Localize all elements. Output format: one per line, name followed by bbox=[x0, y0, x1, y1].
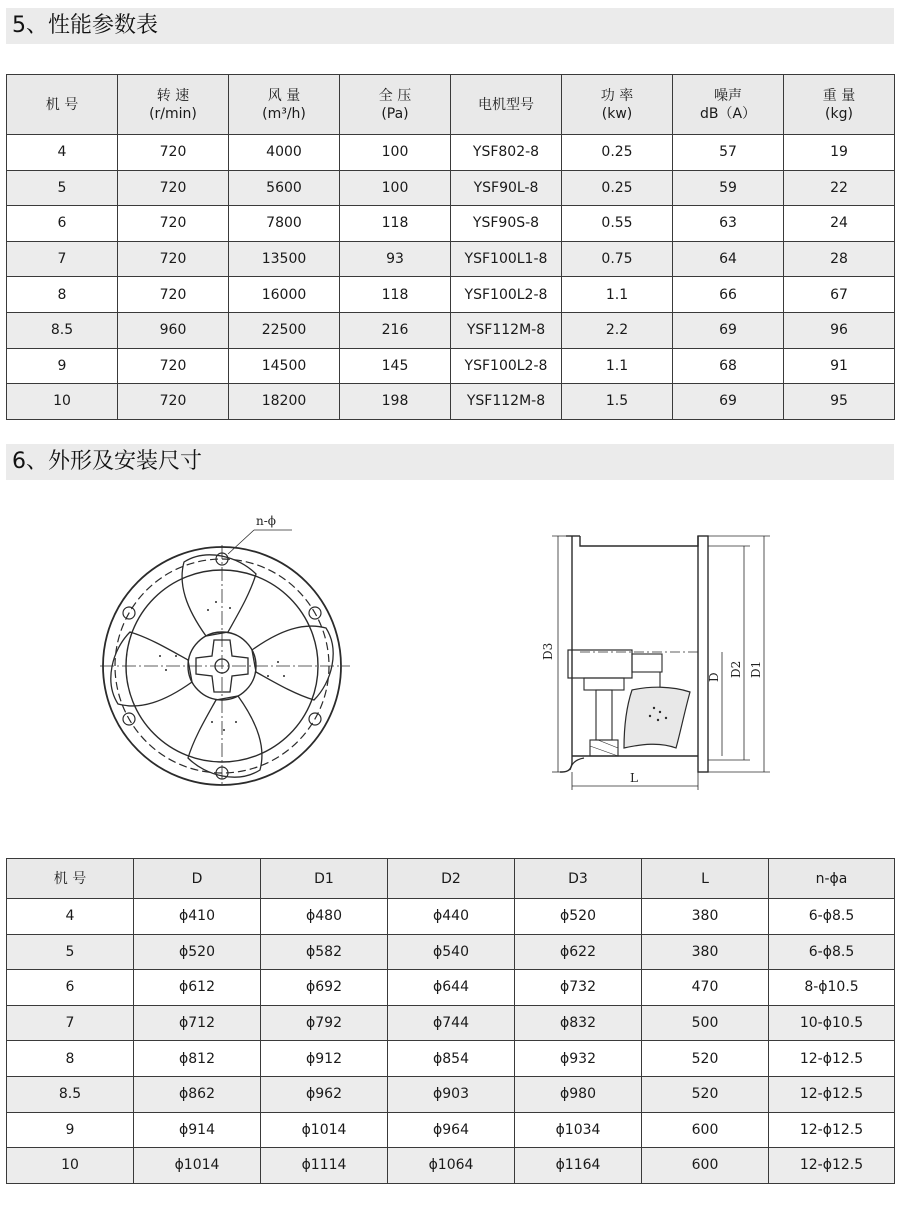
perf-header-line2: (r/min) bbox=[149, 105, 197, 122]
fan-side-view bbox=[541, 536, 770, 790]
performance-table-cell: 4 bbox=[7, 135, 118, 171]
performance-table-row bbox=[7, 348, 895, 384]
performance-table-cell: 6 bbox=[7, 206, 118, 242]
perf-header-cell bbox=[562, 75, 673, 135]
performance-table-cell: 1.1 bbox=[562, 277, 673, 313]
dimensions-table-cell: ϕ480 bbox=[261, 899, 388, 935]
perf-header-line2: (m³/h) bbox=[262, 105, 306, 122]
dimensions-table-cell: ϕ792 bbox=[261, 1005, 388, 1041]
dimensions-table-cell: 12-ϕ12.5 bbox=[769, 1112, 895, 1148]
performance-table-cell: 1.5 bbox=[562, 384, 673, 420]
dimensions-table-cell: ϕ1014 bbox=[134, 1148, 261, 1184]
performance-table-cell: 100 bbox=[340, 135, 451, 171]
dimensions-table-cell: ϕ520 bbox=[515, 899, 642, 935]
motor-support bbox=[596, 690, 612, 740]
dimensions-table-cell: 10-ϕ10.5 bbox=[769, 1005, 895, 1041]
dimensions-table-cell: ϕ744 bbox=[388, 1005, 515, 1041]
perf-header-cell bbox=[118, 75, 229, 135]
performance-table-cell: 198 bbox=[340, 384, 451, 420]
dimensions-table-cell: 6-ϕ8.5 bbox=[769, 899, 895, 935]
dimensions-table-cell: ϕ903 bbox=[388, 1076, 515, 1112]
performance-table-cell: 64 bbox=[673, 241, 784, 277]
perf-header-line1: 全 压 bbox=[378, 87, 412, 104]
performance-table-cell: 19 bbox=[784, 135, 895, 171]
performance-table-cell: YSF802-8 bbox=[451, 135, 562, 171]
perf-header-cell bbox=[340, 75, 451, 135]
dimensions-table-cell: ϕ440 bbox=[388, 899, 515, 935]
dimensions-table-row bbox=[7, 1041, 895, 1077]
performance-table-cell: YSF112M-8 bbox=[451, 384, 562, 420]
hatch-line bbox=[590, 746, 618, 756]
performance-table-cell: 24 bbox=[784, 206, 895, 242]
performance-table-cell: 8.5 bbox=[7, 312, 118, 348]
perf-header-line1: 功 率 bbox=[600, 87, 634, 104]
perf-header-line1: 转 速 bbox=[156, 87, 190, 104]
impeller-blade bbox=[252, 626, 333, 700]
performance-table-cell: 66 bbox=[673, 277, 784, 313]
hole-spec-label: n-ϕ bbox=[256, 514, 276, 528]
dim-label-d: D bbox=[707, 672, 721, 682]
impeller-blade bbox=[182, 555, 256, 636]
dimensions-table-cell: ϕ1034 bbox=[515, 1112, 642, 1148]
dimensions-table-cell: ϕ914 bbox=[134, 1112, 261, 1148]
performance-table-cell: YSF100L1-8 bbox=[451, 241, 562, 277]
dimensions-table-cell: ϕ1014 bbox=[261, 1112, 388, 1148]
performance-table-cell: 4000 bbox=[229, 135, 340, 171]
perf-header-line2: dB（A） bbox=[699, 105, 757, 122]
motor-body bbox=[568, 650, 632, 678]
dim-label-d1: D1 bbox=[749, 660, 763, 678]
dimensions-table-cell: ϕ712 bbox=[134, 1005, 261, 1041]
section-title-performance: 5、性能参数表 bbox=[6, 8, 894, 44]
performance-table-cell: 69 bbox=[673, 312, 784, 348]
dimensions-table-cell: ϕ1114 bbox=[261, 1148, 388, 1184]
dimensions-table bbox=[6, 858, 895, 1184]
performance-table-cell: YSF112M-8 bbox=[451, 312, 562, 348]
performance-table-cell: 0.25 bbox=[562, 135, 673, 171]
right-flange bbox=[698, 536, 708, 772]
dimensions-table-cell: 12-ϕ12.5 bbox=[769, 1076, 895, 1112]
dimensions-table-cell: 12-ϕ12.5 bbox=[769, 1148, 895, 1184]
dimensions-table-row bbox=[7, 1005, 895, 1041]
performance-table-row bbox=[7, 170, 895, 206]
performance-table-cell: 18200 bbox=[229, 384, 340, 420]
perf-header-line1: 噪声 bbox=[714, 87, 742, 104]
performance-table-cell: 22 bbox=[784, 170, 895, 206]
perf-header-cell bbox=[229, 75, 340, 135]
dimensions-table-cell: ϕ520 bbox=[134, 934, 261, 970]
dimensions-table-cell: ϕ854 bbox=[388, 1041, 515, 1077]
performance-table-cell: 720 bbox=[118, 206, 229, 242]
dimensions-table-cell: 500 bbox=[642, 1005, 769, 1041]
performance-table-cell: 5600 bbox=[229, 170, 340, 206]
performance-table-cell: 145 bbox=[340, 348, 451, 384]
perf-header-line1: 重 量 bbox=[822, 87, 856, 104]
performance-table-cell: 69 bbox=[673, 384, 784, 420]
dims-header-cell: D1 bbox=[261, 859, 388, 899]
performance-table-cell: 68 bbox=[673, 348, 784, 384]
performance-table-cell: 13500 bbox=[229, 241, 340, 277]
dimensions-table-row bbox=[7, 1076, 895, 1112]
dimensions-table-cell: 12-ϕ12.5 bbox=[769, 1041, 895, 1077]
fan-outline-drawing bbox=[0, 490, 900, 810]
perf-header-cell bbox=[7, 75, 118, 135]
performance-table-cell: 91 bbox=[784, 348, 895, 384]
dims-header-cell: n-ϕa bbox=[769, 859, 895, 899]
dims-header-cell: D2 bbox=[388, 859, 515, 899]
performance-table-cell: 7 bbox=[7, 241, 118, 277]
performance-table-cell: YSF90S-8 bbox=[451, 206, 562, 242]
dimensions-table-row bbox=[7, 934, 895, 970]
perf-header-line2: (kg) bbox=[825, 105, 853, 122]
performance-table-cell: 720 bbox=[118, 241, 229, 277]
perf-header-line1: 机 号 bbox=[45, 96, 79, 113]
dimensions-table-cell: 9 bbox=[7, 1112, 134, 1148]
dimensions-table-cell: ϕ1164 bbox=[515, 1148, 642, 1184]
dimensions-table-cell: 6-ϕ8.5 bbox=[769, 934, 895, 970]
dimensions-table-cell: ϕ732 bbox=[515, 970, 642, 1006]
left-flange bbox=[560, 536, 572, 772]
dimensions-table-cell: 5 bbox=[7, 934, 134, 970]
motor-mount bbox=[584, 678, 624, 690]
performance-table-cell: 96 bbox=[784, 312, 895, 348]
performance-table-cell: 720 bbox=[118, 384, 229, 420]
performance-table-row bbox=[7, 206, 895, 242]
dim-label-l: L bbox=[630, 771, 638, 785]
hatch-line bbox=[598, 740, 618, 748]
performance-table bbox=[6, 74, 895, 420]
dimensions-table-cell: ϕ612 bbox=[134, 970, 261, 1006]
dimensions-table-cell: ϕ912 bbox=[261, 1041, 388, 1077]
perf-header-line2: (Pa) bbox=[381, 105, 409, 122]
performance-table-cell: 10 bbox=[7, 384, 118, 420]
dimensions-table-body bbox=[7, 899, 895, 1184]
performance-table-cell: 22500 bbox=[229, 312, 340, 348]
dimensions-table-row bbox=[7, 899, 895, 935]
performance-table-cell: 9 bbox=[7, 348, 118, 384]
dimensions-table-row bbox=[7, 1148, 895, 1184]
dimensions-table-cell: 4 bbox=[7, 899, 134, 935]
performance-table-cell: 5 bbox=[7, 170, 118, 206]
performance-table-row bbox=[7, 312, 895, 348]
dimensions-table-cell: ϕ622 bbox=[515, 934, 642, 970]
performance-table-cell: 93 bbox=[340, 241, 451, 277]
dim-label-d2: D2 bbox=[729, 660, 743, 678]
dim-label-d3: D3 bbox=[541, 642, 555, 660]
performance-table-body bbox=[7, 135, 895, 420]
dimensions-table-cell: ϕ862 bbox=[134, 1076, 261, 1112]
dimensions-table-cell: 380 bbox=[642, 899, 769, 935]
dimensions-table-cell: ϕ692 bbox=[261, 970, 388, 1006]
performance-table-cell: 118 bbox=[340, 206, 451, 242]
performance-table-cell: 118 bbox=[340, 277, 451, 313]
dimensions-table-cell: 8 bbox=[7, 1041, 134, 1077]
perf-header-line1: 电机型号 bbox=[478, 96, 534, 113]
performance-table-cell: 8 bbox=[7, 277, 118, 313]
dimensions-table-cell: 8.5 bbox=[7, 1076, 134, 1112]
dimensions-table-cell: ϕ932 bbox=[515, 1041, 642, 1077]
dimensions-table-header-row bbox=[7, 859, 895, 899]
impeller-blade bbox=[111, 632, 192, 706]
dimensions-table-cell: ϕ980 bbox=[515, 1076, 642, 1112]
side-blade bbox=[624, 687, 690, 748]
dims-header-cell: L bbox=[642, 859, 769, 899]
performance-table-cell: 59 bbox=[673, 170, 784, 206]
dimensions-table-row bbox=[7, 1112, 895, 1148]
performance-table-cell: 720 bbox=[118, 277, 229, 313]
perf-header-cell bbox=[784, 75, 895, 135]
perf-header-cell bbox=[451, 75, 562, 135]
performance-table-cell: 720 bbox=[118, 170, 229, 206]
dimensions-table-cell: ϕ832 bbox=[515, 1005, 642, 1041]
performance-table-cell: 14500 bbox=[229, 348, 340, 384]
performance-table-cell: 57 bbox=[673, 135, 784, 171]
section-title-dimensions: 6、外形及安装尺寸 bbox=[6, 444, 894, 480]
performance-table-cell: 16000 bbox=[229, 277, 340, 313]
dimensions-table-cell: ϕ410 bbox=[134, 899, 261, 935]
dimensions-table-cell: 8-ϕ10.5 bbox=[769, 970, 895, 1006]
performance-table-cell: 216 bbox=[340, 312, 451, 348]
dimensions-table-cell: ϕ582 bbox=[261, 934, 388, 970]
fan-front-view bbox=[100, 514, 350, 786]
performance-table-cell: 95 bbox=[784, 384, 895, 420]
performance-table-cell: 0.55 bbox=[562, 206, 673, 242]
dims-header-cell: D bbox=[134, 859, 261, 899]
performance-table-row bbox=[7, 277, 895, 313]
performance-table-cell: 100 bbox=[340, 170, 451, 206]
performance-table-cell: YSF90L-8 bbox=[451, 170, 562, 206]
performance-table-row bbox=[7, 384, 895, 420]
perf-header-cell bbox=[673, 75, 784, 135]
performance-table-header-row bbox=[7, 75, 895, 135]
performance-table-cell: 2.2 bbox=[562, 312, 673, 348]
dimensions-table-cell: ϕ962 bbox=[261, 1076, 388, 1112]
impeller-blade bbox=[188, 696, 262, 777]
performance-table-cell: 7800 bbox=[229, 206, 340, 242]
dimensions-table-cell: ϕ644 bbox=[388, 970, 515, 1006]
performance-table-cell: 63 bbox=[673, 206, 784, 242]
performance-table-cell: 67 bbox=[784, 277, 895, 313]
dimensions-table-cell: 7 bbox=[7, 1005, 134, 1041]
perf-header-line2: (kw) bbox=[601, 105, 633, 122]
dimensions-table-cell: 470 bbox=[642, 970, 769, 1006]
perf-header-line1: 风 量 bbox=[267, 87, 301, 104]
dimensions-table-cell: ϕ812 bbox=[134, 1041, 261, 1077]
dimensions-table-cell: 520 bbox=[642, 1076, 769, 1112]
dimensions-table-cell: ϕ1064 bbox=[388, 1148, 515, 1184]
dimensions-table-cell: 10 bbox=[7, 1148, 134, 1184]
performance-table-cell: 0.25 bbox=[562, 170, 673, 206]
dimensions-table-cell: ϕ964 bbox=[388, 1112, 515, 1148]
performance-table-cell: YSF100L2-8 bbox=[451, 348, 562, 384]
dimensions-table-cell: 600 bbox=[642, 1148, 769, 1184]
performance-table-cell: 720 bbox=[118, 135, 229, 171]
performance-table-cell: 0.75 bbox=[562, 241, 673, 277]
shaft-housing bbox=[632, 654, 662, 672]
duct-top bbox=[580, 536, 698, 546]
performance-table-cell: 28 bbox=[784, 241, 895, 277]
performance-table-row bbox=[7, 241, 895, 277]
performance-table-cell: YSF100L2-8 bbox=[451, 277, 562, 313]
performance-table-row bbox=[7, 135, 895, 171]
dimensions-table-cell: 520 bbox=[642, 1041, 769, 1077]
dims-header-cell: 机 号 bbox=[7, 859, 134, 899]
dims-header-cell: D3 bbox=[515, 859, 642, 899]
dimensions-table-cell: ϕ540 bbox=[388, 934, 515, 970]
performance-table-cell: 1.1 bbox=[562, 348, 673, 384]
dimensions-table-cell: 600 bbox=[642, 1112, 769, 1148]
dimensions-table-cell: 6 bbox=[7, 970, 134, 1006]
performance-table-cell: 960 bbox=[118, 312, 229, 348]
dimensions-table-cell: 380 bbox=[642, 934, 769, 970]
performance-table-cell: 720 bbox=[118, 348, 229, 384]
dimensions-table-row bbox=[7, 970, 895, 1006]
